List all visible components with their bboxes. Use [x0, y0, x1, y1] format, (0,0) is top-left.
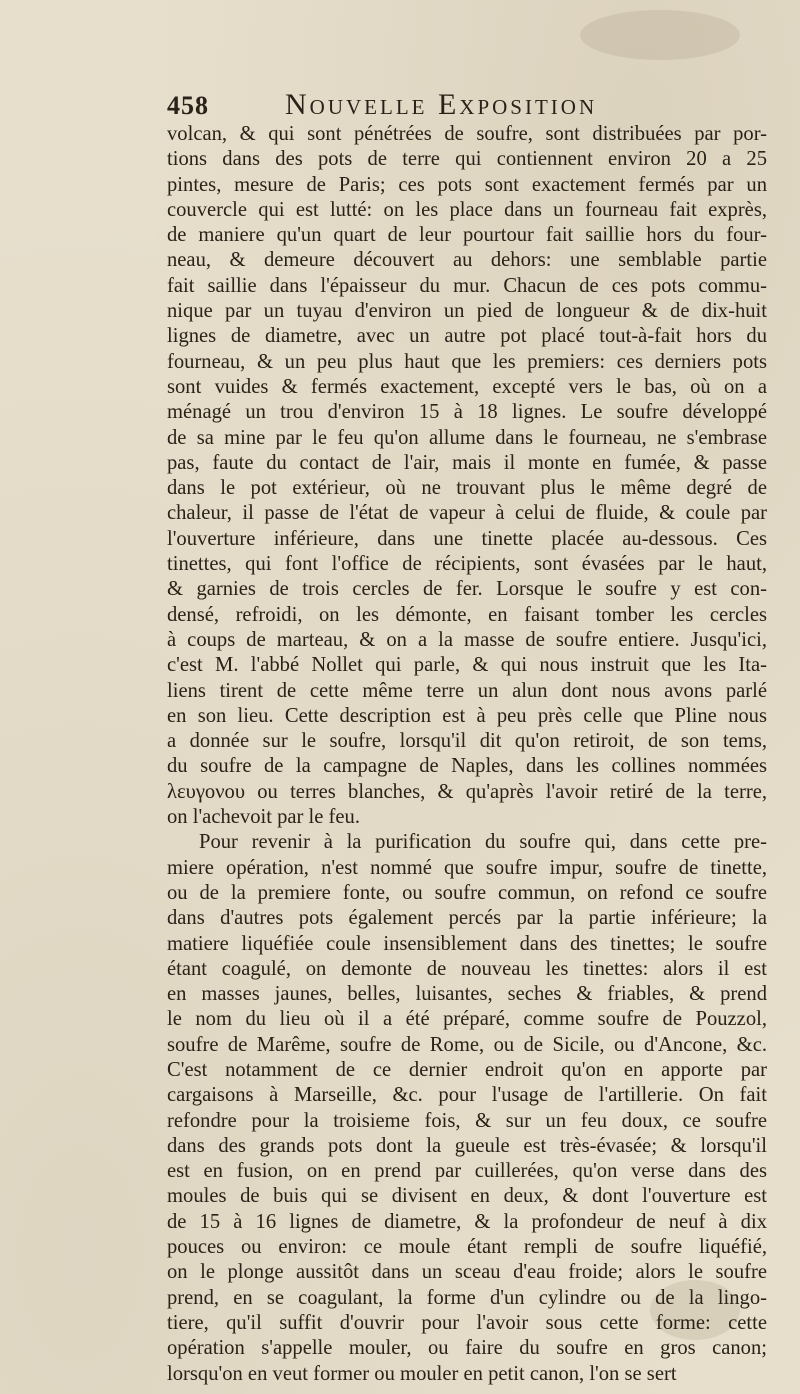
text-line: du soufre de la campagne de Naples, dans les collines nommées — [167, 755, 767, 778]
text-line: on le plonge aussitôt dans un sceau d'eau froide; alors le soufre — [167, 1261, 767, 1284]
text-line: C'est notamment de ce dernier endroit qu'on en apporte par — [167, 1058, 767, 1081]
text-line: λευγονου ou terres blanches, & qu'après l'avoir retiré de la terre, — [167, 780, 767, 803]
text-line: l'ouverture inférieure, dans une tinette placée au-dessous. Ces — [167, 527, 767, 550]
running-title: Nouvelle Exposition — [285, 88, 598, 121]
text-line: fourneau, & un peu plus haut que les premiers: ces derniers pots — [167, 350, 767, 373]
text-line: c'est M. l'abbé Nollet qui parle, & qui nous instruit que les Ita- — [167, 654, 767, 677]
text-line: neau, & demeure découvert au dehors: une semblable partie — [167, 249, 767, 272]
book-page — [167, 88, 767, 1387]
text-line: tions dans des pots de terre qui contiennent environ 20 a 25 — [167, 148, 767, 171]
text-line: sont vuides & fermés exactement, excepté vers le bas, où on a — [167, 375, 767, 398]
text-line: pouces ou environ: ce moule étant rempli de soufre liquéfié, — [167, 1236, 767, 1259]
text-line: matiere liquéfiée coule insensiblement dans des tinettes; le soufre — [167, 932, 767, 955]
text-line: de 15 à 16 lignes de diametre, & la profondeur de neuf à dix — [167, 1210, 767, 1233]
text-line: moules de buis qui se divisent en deux, & dont l'ouverture est — [167, 1185, 767, 1208]
text-line: tiere, qu'il suffit d'ouvrir pour l'avoir sous cette forme: cette — [167, 1311, 767, 1334]
text-line: a donnée sur le soufre, lorsqu'il dit qu'on retiroit, de son tems, — [167, 730, 767, 753]
text-line: couvercle qui est lutté: on les place dans un fourneau fait exprès, — [167, 198, 767, 221]
text-line: est en fusion, on en prend par cuillerées, qu'on verse dans des — [167, 1160, 767, 1183]
text-line: de maniere qu'un quart de leur pourtour fait saillie hors du four- — [167, 224, 767, 247]
text-line: chaleur, il passe de l'état de vapeur à celui de fluide, & coule par — [167, 502, 767, 525]
text-line: en son lieu. Cette description est à peu près celle que Pline nous — [167, 704, 767, 727]
text-line: ménagé un trou d'environ 15 à 18 lignes. Le soufre développé — [167, 401, 767, 424]
text-line: le nom du lieu où il a été préparé, comme soufre de Pouzzol, — [167, 1008, 767, 1031]
text-line: étant coagulé, on demonte de nouveau les tinettes: alors il est — [167, 957, 767, 980]
text-line: tinettes, qui font l'office de récipients, sont évasées par le haut, — [167, 553, 767, 576]
text-line: pintes, mesure de Paris; ces pots sont exactement fermés par un — [167, 173, 767, 196]
text-line: Pour revenir à la purification du soufre qui, dans cette pre- — [199, 831, 767, 854]
text-line: volcan, & qui sont pénétrées de soufre, sont distribuées par por- — [167, 123, 767, 145]
page-number: 458 — [167, 91, 209, 120]
running-head — [167, 88, 767, 122]
text-line: pas, faute du contact de l'air, mais il monte en fumée, & passe — [167, 451, 767, 474]
text-line: on l'achevoit par le feu. — [167, 806, 360, 829]
text-line: liens tirent de cette même terre un alun dont nous avons parlé — [167, 679, 767, 702]
text-line: fait saillie dans l'épaisseur du mur. Chacun de ces pots commu- — [167, 274, 767, 297]
text-line: nique par un tuyau d'environ un pied de longueur & de dix-huit — [167, 300, 767, 323]
text-line: prend, en se coagulant, la forme d'un cylindre ou de la lingo- — [167, 1286, 767, 1309]
text-line: opération s'appelle mouler, ou faire du soufre en gros canon; — [167, 1337, 767, 1360]
text-line: dans le pot extérieur, où ne trouvant plus le même degré de — [167, 477, 767, 500]
text-line: lorsqu'on en veut former ou mouler en petit canon, l'on se sert — [167, 1362, 677, 1385]
text-line: dans d'autres pots également percés par la partie inférieure; la — [167, 907, 767, 930]
body-text — [167, 122, 767, 1387]
text-line: miere opération, n'est nommé que soufre impur, soufre de tinette, — [167, 856, 767, 879]
text-line: à coups de marteau, & on a la masse de soufre entiere. Jusqu'ici, — [167, 628, 767, 651]
text-line: ou de la premiere fonte, ou soufre commun, on refond ce soufre — [167, 881, 767, 904]
text-line: lignes de diametre, avec un autre pot placé tout-à-fait hors du — [167, 325, 767, 348]
paper-stain — [580, 10, 740, 60]
text-line: & garnies de trois cercles de fer. Lorsque le soufre y est con- — [167, 578, 767, 601]
text-line: en masses jaunes, belles, luisantes, seches & friables, & prend — [167, 983, 767, 1006]
text-line: dans des grands pots dont la gueule est très-évasée; & lorsqu'il — [167, 1134, 767, 1157]
text-line: cargaisons à Marseille, &c. pour l'usage de l'artillerie. On fait — [167, 1084, 767, 1107]
text-line: refondre pour la troisieme fois, & sur un feu doux, ce soufre — [167, 1109, 767, 1132]
text-line: densé, refroidi, on les démonte, en faisant tomber les cercles — [167, 603, 767, 626]
text-line: soufre de Marême, soufre de Rome, ou de Sicile, ou d'Ancone, &c. — [167, 1033, 767, 1056]
text-line: de sa mine par le feu qu'on allume dans le fourneau, ne s'embrase — [167, 426, 767, 449]
